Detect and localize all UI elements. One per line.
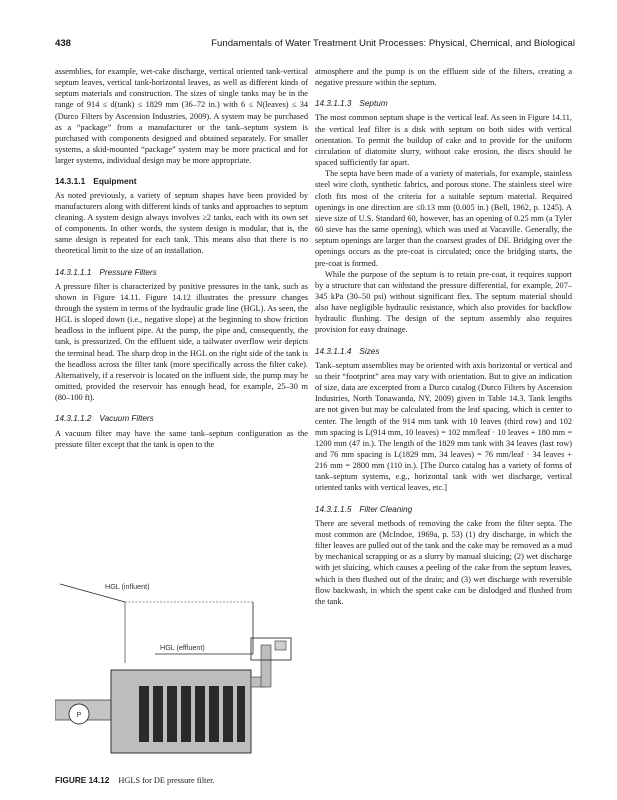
section-heading [55,176,308,187]
effluent-riser [261,645,271,687]
figure-caption [55,775,215,785]
tailwater-weir [275,641,286,650]
subsection-number: 14.3.1.1.2 [55,414,92,424]
septum-leaf [167,686,177,742]
subsection-heading [55,413,308,424]
running-title: Fundamentals of Water Treatment Unit Processes: Physical, Chemical, and Biological [211,38,575,49]
page-number: 438 [55,38,72,49]
subsection-title: Vacuum Filters [99,414,154,424]
running-header [55,38,575,49]
hgl-effluent-label: HGL (effluent) [160,643,205,652]
figure-label: FIGURE 14.12 [55,775,110,785]
subsection-number: 14.3.1.1.3 [315,99,352,109]
subsection-number: 14.3.1.1.5 [315,504,352,514]
section-title: Equipment [93,176,137,187]
septum-leaf [181,686,191,742]
subsection-title: Pressure Filters [99,267,157,277]
subsection-number: 14.3.1.1.4 [315,346,352,356]
paragraph: Tank–septum assemblies may be oriented with axis horizontal or vertical and so their “footprint” area may vary with orientation. But to give an indication of size, data are excerpted from a Durco catalog (Durco Filters by Ascension Industries, North Tonawanda, NY, 2009) given in Table 14.3. Tank lengths are not given but may be calculated from the leaf spacing, which is center to center. The length of the 914 mm tank with 10 leaves (third row) and 102 mm spacing is L(914 mm, 10 leaves) = 102 mm/leaf · 10 leaves + 180 mm = 1200 mm (47 in.). The length of the 1829 mm tank with 34 leaves (last row) and 76 mm spacing is L(1829 mm, 34 leaves) = 76 mm/leaf · 34 leaves + 216 mm = 2800 mm (110 in.). [The Durco catalog has a variety of forms of tank–septum systems, e.g., horizontal tank with wet discharge, vertical oriented tanks with vertical leaves, etc.] [315,360,572,493]
subsection-heading [315,504,572,515]
section-number: 14.3.1.1 [55,176,86,187]
septum-leaf [223,686,233,742]
septum-leaf [195,686,205,742]
septum-leaf [209,686,219,742]
subsection-title: Septum [359,99,388,109]
septum-leaf [153,686,163,742]
figure-caption-text: HGLS for DE pressure filter. [118,776,215,785]
paragraph: There are several methods of removing the cake from the filter septa. The most common are (McIndoe, 1969a, p. 53) (1) dry discharge, in which the filter leaves are pulled out of the tank and the cake may be removed as a mud by mechanical scrapping or as a slurry by manual sluicing; (2) wet discharge with jet sluicing, which causes a peeling of the cake from the septum leaves, which is then flushed out of the drain; and (3) wet discharge with reversible flow backwash, in which the spent cake can be dislodged and flushed from the tank. [315,518,572,606]
paragraph: While the purpose of the septum is to retain pre-coat, it requires support by a structure that can withstand the pressure differential, for example, 207–345 kPa (30–50 psi) without significant flex. The septum material should also have negligible hydraulic resistance, which also provides for backflow hydraulic flushing. The design of the septum assembly also requires provision for easy drainage. [315,269,572,335]
septum-leaf [139,686,149,742]
subsection-title: Sizes [359,346,380,356]
hgl-diagram [55,575,308,755]
paragraph: A vacuum filter may have the same tank–septum configuration as the pressure filter except that the tank is open to the [55,428,308,449]
subsection-number: 14.3.1.1.1 [55,267,92,277]
subsection-heading [55,267,308,278]
septum-leaf [237,686,245,742]
left-column [55,66,308,450]
right-column [315,66,572,607]
paragraph: The most common septum shape is the vertical leaf. As seen in Figure 14.11, the vertical leaf filter is a disk with septum on both sides with vertical orientation. To permit the buildup of cake and to provide for the uniform circulation of diatomite slurry, without cake erosion, the discs should be spaced sufficiently far apart. [315,113,572,168]
subsection-heading [315,346,572,357]
paragraph: As noted previously, a variety of septum shapes have been provided by manufacturers along with different kinds of tanks and approaches to septum cleaning. A system design always involves ≥2 tanks, each with its own set of components. In other words, the system design is modular, that is, the same design is repeated for each tank. This means also that there is no theoretical limit to the size of an installation. [55,190,308,256]
subsection-heading [315,98,572,109]
paragraph: A pressure filter is characterized by positive pressures in the tank, such as shown in Figure 14.11. Figure 14.12 illustrates the pressure changes through the system in terms of the hydraulic grade line (HGL). As seen, the HGL is sloped down (i.e., negative slope) at the beginning to show friction headloss in the influent pipe. At the pump, the pipe and, consequently, the tank, is pressurized. On the effluent side, a tailwater overflow weir depicts the terminal head. The sharp drop in the HGL on the right side of the tank is the headloss across the filter tank (more specifically across the filter cake). Alternatively, if a reservoir is located on the influent side, the pump may be omitted, provided the reservoir has enough head, for example, 25–30 m (80–100 ft). [55,281,308,403]
paragraph: assemblies, for example, wet-cake discharge, vertical oriented tank-vertical septum leaves, vertical tank-horizontal leaves, as well as different kinds of septum materials and construction. The sizes of single tanks may be in the range of 914 ≤ d(tank) ≤ 1829 mm (36–72 in.) with 6 ≤ N(leaves) ≤ 34 (Durco Filters by Ascension Industries, 2009). A system may be purchased as a “package” from a manufacturer or the tank–septum system is purchased with components designed and obtained separately. For smaller systems, a skid-mounted “package” system may be more practical and for larger systems, individual design may be more appropriate. [55,67,308,166]
hgl-influent-label: HGL (influent) [105,582,150,591]
pump-label: P [76,710,82,719]
paragraph: atmosphere and the pump is on the effluent side of the filters, creating a negative pressure within the septum. [315,67,572,88]
paragraph: The septa have been made of a variety of materials, for example, stainless steel wire cloth, synthetic fabrics, and porous stone. The stainless steel wire cloth fits most of the criteria for a suitable septum material. Required openings in one direction are ≤0.13 mm (0.005 in.) (Bell, 1962, p. 1245). A sieve size of U.S. Standard 60, however, has an opening of 0.25 mm (a Tyler 60 sieve has the same opening), which was used at Vacaville. Generally, the septum openings are larger than the coarsest grades of DE. Bridging over the openings occurs as the pre-coat is circulated; once the bridging starts, the pre-coat is formed. [315,169,572,268]
subsection-title: Filter Cleaning [359,504,413,514]
